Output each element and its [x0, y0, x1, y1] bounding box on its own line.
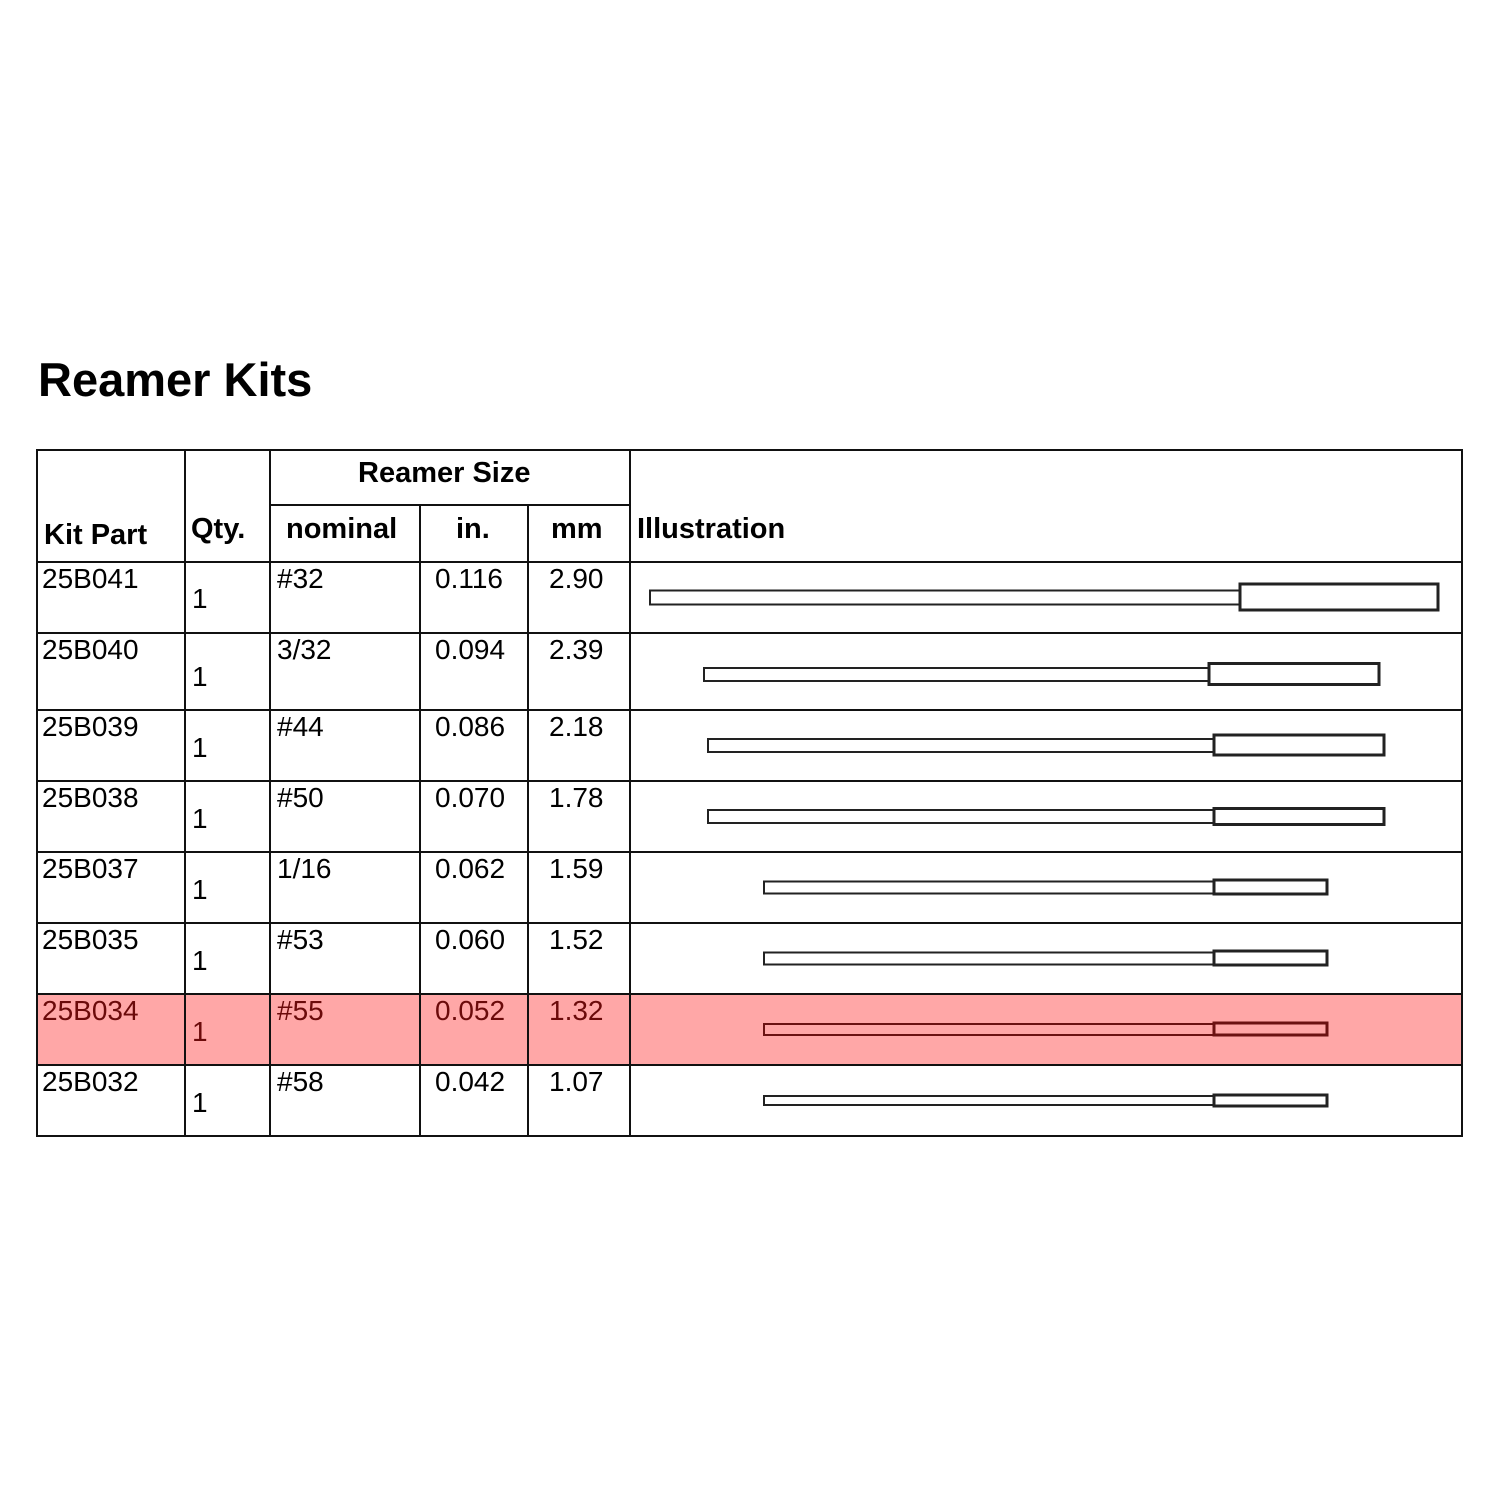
cell-qty: 1 — [192, 1016, 208, 1047]
cell-kit-part: 25B041 — [42, 563, 139, 594]
cell-qty: 1 — [192, 732, 208, 763]
cell-mm: 1.52 — [549, 924, 604, 955]
cell-nominal: #44 — [277, 711, 324, 742]
cell-nominal: #55 — [277, 995, 324, 1026]
cell-in: 0.052 — [435, 995, 506, 1026]
reamer-illustration-icon — [764, 1023, 1327, 1035]
reamer-illustration-icon — [708, 809, 1384, 825]
cell-in: 0.086 — [435, 711, 506, 742]
cell-kit-part: 25B039 — [42, 711, 139, 742]
cell-qty: 1 — [192, 1087, 208, 1118]
reamer-illustration-icon — [764, 951, 1327, 965]
cell-nominal: #32 — [277, 563, 324, 594]
cell-mm: 2.90 — [549, 563, 604, 594]
cell-qty: 1 — [192, 945, 208, 976]
cell-in: 0.116 — [435, 563, 503, 594]
cell-kit-part: 25B040 — [42, 634, 139, 665]
cell-in: 0.060 — [435, 924, 506, 955]
reamer-illustration-icon — [650, 584, 1438, 610]
cell-qty: 1 — [192, 803, 208, 834]
cell-qty: 1 — [192, 583, 208, 614]
reamer-illustration-icon — [764, 1095, 1327, 1106]
header-kit-part: Kit Part — [44, 519, 148, 551]
reamer-illustration-icon — [708, 735, 1384, 755]
cell-in: 0.070 — [435, 782, 506, 813]
cell-nominal: #53 — [277, 924, 324, 955]
cell-in: 0.062 — [435, 853, 506, 884]
cell-kit-part: 25B038 — [42, 782, 139, 813]
cell-in: 0.094 — [435, 634, 506, 665]
cell-qty: 1 — [192, 874, 208, 905]
reamer-illustration-icon — [704, 664, 1379, 685]
cell-nominal: 3/32 — [277, 634, 332, 665]
cell-kit-part: 25B032 — [42, 1066, 139, 1097]
cell-mm: 2.18 — [549, 711, 604, 742]
header-qty: Qty. — [191, 513, 246, 545]
cell-mm: 2.39 — [549, 634, 604, 665]
cell-nominal: #58 — [277, 1066, 324, 1097]
header-in: in. — [456, 513, 490, 545]
header-nominal: nominal — [286, 513, 398, 545]
cell-mm: 1.59 — [549, 853, 604, 884]
cell-mm: 1.78 — [549, 782, 604, 813]
cell-kit-part: 25B037 — [42, 853, 139, 884]
reamer-illustration-icon — [764, 880, 1327, 894]
cell-nominal: 1/16 — [277, 853, 332, 884]
page-title: Reamer Kits — [38, 353, 313, 406]
cell-mm: 1.32 — [549, 995, 604, 1026]
header-illustration: Illustration — [637, 513, 786, 545]
cell-kit-part: 25B034 — [42, 995, 139, 1026]
cell-kit-part: 25B035 — [42, 924, 139, 955]
cell-nominal: #50 — [277, 782, 324, 813]
cell-in: 0.042 — [435, 1066, 506, 1097]
header-reamer-size: Reamer Size — [358, 457, 531, 489]
cell-qty: 1 — [192, 661, 208, 692]
cell-mm: 1.07 — [549, 1066, 604, 1097]
header-mm: mm — [551, 513, 603, 545]
